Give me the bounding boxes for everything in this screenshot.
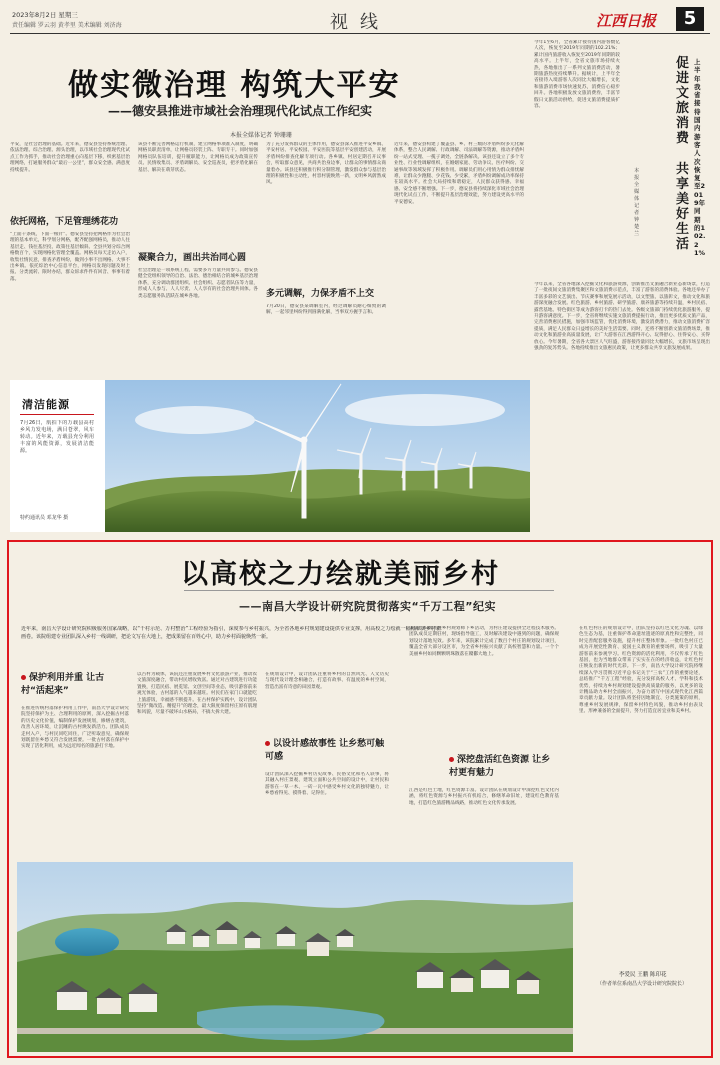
feature-col-3: 设计团队深入挖掘乡村历史故事、民俗文化和名人轶事，将其融入村庄景观、建筑立面和公共空间的设计中，让村民和游客在一草一木、一砖一瓦中感受乡村文化的独特魅力，让乡愁看得见、摸得着、记得住。 — [265, 772, 389, 797]
top-col-1-intro: 平安，是社会治理的基础。近年来，德安县坚持系统治理、依法治理、综合治理、源头治理，以市域社会治理现代化试点工作为抓手，推动社会治理重心向基层下移，织密基层治理网络，打通服务群众“最后一公里”，群众安全感、满意度持续提升。 — [10, 142, 130, 173]
feature-title-rule — [184, 590, 554, 591]
feature-intro: 近年来，南昌大学设计研究院积极服务国家战略，以“千村示范、万村整治”工程经验为指引，深度参与乡村振兴，为全省各地乡村规划建设提供专业支撑，用高校之力绘就一幅幅和美乡村新画卷。该院组建专业团队深入乡村一线调研，把论文写在大地上，把成果留在百姓心中，助力乡村面貌焕然一新。 — [21, 626, 441, 640]
side-article — [534, 38, 710, 530]
side-col-2: 今年以来，全省各地深入挖掘文化和旅游资源，创新推出文旅融合新业态新场景，打造了一批夜间文旅消费集聚区和文旅消费示范点，丰富了游客的消费体验。各地还举办了丰富多彩的文艺演出、节庆赛事和展览展示活动，以文塑旅、以旅彰文，推动文化和旅游深度融合发展。红色旅游、乡村旅游、研学旅游、康养旅游等持续升温，乡村民宿、露营基地、特色街区等成为游客打卡的热门去处。各级文旅部门持续优化旅游服务，提升游客满意度。下一步，全省将继续实施文旅消费提振行动，推出更多优质文旅产品，完善消费惠民措施，加强市场监管，优化消费环境，激发消费潜力，推动文旅消费扩容提质，满足人民群众日益增长的美好生活需要。同时，还将不断创新文旅消费场景，推动文化和旅游业高质量发展，让广大游客在江西游得开心、玩得舒心、住得安心、买得放心。今年暑期，全省各大景区人气旺盛，游客接待量同比大幅增长，文旅市场呈现出强劲的复苏势头。各地持续推出文旅惠民政策，让更多群众共享文旅发展成果。 — [534, 282, 710, 352]
cloud — [135, 406, 255, 434]
section-bullet-icon — [449, 757, 454, 762]
feature-col-4-b: 江西是红色土地，红色资源丰富。设计团队在规划设计中深挖红色文化内涵，将红色资源与乡村振兴有机结合，修缮革命旧址，建设红色教育基地，打造红色旅游精品线路，推动红色文化传承发展。 — [409, 788, 559, 806]
feature-section-2-text: 以设计感故事性 让乡愁可触可感 — [265, 739, 385, 762]
cloud — [345, 394, 505, 426]
feature-section-3 — [449, 754, 559, 780]
photo-box-caption: 7月26日，航拍下的万载县高村乡风力发电场，满目苍翠，风车转动。近年来，万载县充分利用丰富的风能资源，发展清洁能源。 — [20, 420, 94, 454]
top-col-4-body: 近年来，德安县构建了覆盖县、乡、村三级的矛盾纠纷多元化解体系，整合人民调解、行政调解、司法调解等资源，推动矛盾纠纷一站式受理、一揽子调处、全链条解决。该县还设立了多个专业性、行业性调解组织，在婚姻家庭、劳动争议、医疗纠纷、交通事故等领域发挥了积极作用。调解员们用心用情为群众排忧解难，让群众少跑腿、少花钱、少受累，矛盾纠纷调解成功率保持在较高水平。社会大局持续和谐稳定，人民群众获得感、幸福感、安全感不断增强。下一步，德安县将持续深化市域社会治理现代化试点工作，不断提升基层治理效能，努力建设更高水平的平安德安。 — [394, 142, 524, 205]
feature-col-3-top: 在规划设计中，设计团队注重将乡村的自然风光、人文历史与现代设计理念相融合，打造有故事、有温度的乡村空间，营造出富有诗意的田园景观。 — [265, 672, 389, 690]
side-article-title-1: 促进文旅消费 — [676, 56, 690, 146]
side-article-kicker: 上半年我省接待国内游客人次恢复至2019年同期的102.21% — [694, 58, 706, 257]
top-col-2-body-2: 社会治理是一项系统工程，需要多方力量共同参与。德安县健全党组织领导的自治、法治、德治相结合的城乡基层治理体系，充分调动群团组织、社会组织、志愿者队伍等力量，形成人人参与、人人尽责、人人享有的社会治理共同体。各类志愿服务队活跃在城乡各地。 — [138, 268, 258, 299]
feature-section-1-text: 保护利用并重 让古村“活起来” — [21, 673, 105, 696]
top-article — [10, 38, 530, 372]
feature-col-5: 在红色村庄的规划设计中，团队坚持以红色文化为魂、以绿色生态为基，注重保护革命遗址遗迹的原真性和完整性，同时完善配套服务设施，提升村庄整体形象。一批红色村庄已成为开展党性教育、爱国主义教育的重要场所，吸引了大量游客前来参观学习。红色资源的活化利用，不仅传承了红色基因，也为当地群众带来了实实在在的经济收益，让红色村庄焕发出新的时代光彩。下一步，南昌大学设计研究院将继续深入学习贯彻习近平总书记关于“三农”工作的重要论述，总结推广“千万工程”经验，充分发挥高校人才、学科和技术优势，持续为乡村规划建设提供高质量的服务，以更多的设计精品助力乡村全面振兴，为奋力谱写中国式现代化江西篇章贡献力量。设计团队将坚持因地制宜、分类施策的原则，尊重乡村发展规律，保留乡村特色风貌，推动乡村由表及里、形神兼备的全面提升，努力打造宜居宜业和美乡村。 — [579, 626, 703, 715]
section-bullet-icon — [21, 675, 26, 680]
section-bullet-icon — [265, 741, 270, 746]
side-article-title-2: 共享美好生活 — [676, 162, 690, 252]
blue-lake — [55, 928, 119, 956]
feature-section-1 — [21, 672, 121, 698]
page-number: 5 — [676, 7, 704, 31]
feature-article-title: 以高校之力绘就美丽乡村 — [181, 559, 500, 590]
wind-farm-photo — [105, 380, 530, 532]
top-section-1: 依托网格，下足管理绣花功 — [10, 217, 119, 227]
side-article-byline: 本报全媒体记者 钟楚兰 — [634, 168, 640, 237]
header-rule — [10, 33, 710, 34]
feature-byline: 李爱民 王鹏 陈印花 — [619, 972, 667, 978]
header-section: 视线 — [330, 12, 390, 33]
feature-col-1: 在推进传统村落保护利用工作中，南昌大学设计研究院坚持保护为主、合理利用的原则，深入挖掘古村落的历史文化价值，编制保护发展规划，修缮古建筑，改善人居环境，让沉睡的古村焕发新活力。团队成员走村入户，与村民同吃同住，广泛听取意见，确保规划既留住乡愁又符合发展需要。一批古村落在保护中实现了活化利用，成为远近闻名的旅游打卡地。 — [21, 706, 129, 750]
feature-section-2 — [265, 738, 389, 764]
paper-name: 江西日报 — [596, 12, 657, 30]
feature-section-3-text: 深挖盘活红色资源 让乡村更有魅力 — [449, 755, 551, 778]
photo-box — [10, 380, 530, 532]
top-section-3: 多元调解，力保矛盾不上交 — [266, 289, 375, 299]
top-col-1-body: “上面千条线，下面一根针”。德安县坚持把网格作为社会治理的基本单元，科学划分网格，配齐配强网格员，推动人往基层走、钱往基层投、政策往基层倾斜。全县共划分综合网格数百个，实现网格化管理全覆盖。网格员每天走访入户，收集社情民意，排查矛盾纠纷，做到小事不出网格、大事不出乡镇。依托综治中心信息平台，网格员发现问题及时上报、分类流转、限时办结，群众诉求件件有回音、事事有着落。 — [10, 232, 130, 282]
top-article-byline: 本报全媒体记者 钟珊珊 — [230, 132, 292, 139]
photo-box-credit: 特约通讯员 邓龙华 摄 — [20, 515, 69, 521]
top-article-title: 做实微治理 构筑大平安 — [68, 68, 401, 103]
feature-author-source: （作者单位系南昌大学设计研究院院长） — [597, 981, 688, 987]
header-date: 2023年8月2日 星期三 — [12, 11, 78, 19]
feature-col-4: 该院还积极开展乡村规划师下乡活动，为村庄建设提供全过程技术服务。团队成员定期驻村，现场指导施工，及时解决建设中遇到的问题，确保规划设计落地见效。多年来，该院累计完成了数百个村庄的规划设计项目，覆盖全省大部分设区市，为全省乡村振兴贡献了高校智慧和力量。一个个美丽乡村如同颗颗明珠散落在赣鄱大地上。 — [409, 626, 559, 657]
side-col-1: 今年1至6月，全省累计接待国内游客数亿人次，恢复至2019年同期的102.21%；累计国内旅游收入恢复至2019年同期的较高水平。上半年，全省文旅市场持续火热，各地推出了一系列文旅消费活动，暑期旅游热度持续攀升。据统计，上半年全省接待入境游客人次同比大幅增长，文化和旅游消费市场快速复苏，消费信心稳步回升。各地积极发放文旅消费券，丰富节假日文旅活动供给，促进文旅消费提质扩容。 — [534, 40, 620, 110]
village-collage-photo — [17, 862, 573, 1052]
top-article-subtitle: ——德安县推进市域社会治理现代化试点工作纪实 — [108, 104, 373, 118]
top-col-2-body: 该县不断完善网格运行机制，建立网格事项准入制度，明确网格员职责清单，让网格员轻装上阵、专职专干。同时加强网格员队伍培训，提升履职能力，让网格员成为政策宣传员、民情收集员、矛盾调解员、安全巡查员，把矛盾化解在基层、解决在萌芽状态。 — [138, 142, 258, 173]
feature-article — [7, 540, 713, 1058]
top-section-2: 凝聚合力，画出共治同心圆 — [138, 253, 247, 263]
photo-box-label: 清洁能源 — [22, 398, 70, 411]
photo-box-label-rule — [20, 414, 94, 415]
top-col-3-body: 为了充分发挥群众的主体作用，德安县深入推进平安乡镇、平安村居、平安校园、平安医院等基层平安创建活动，开展矛盾纠纷排查化解专项行动。各乡镇、村居定期召开议事会，听取群众意见，共商共治身边事，让群众的事情群众商量着办。该县还积极推行积分制管理，激发群众参与基层治理的积极性和主动性，村容村貌焕然一新，文明乡风蔚然成风。 — [266, 142, 386, 186]
feature-article-subtitle: ——南昌大学设计研究院贯彻落实“千万工程”纪实 — [239, 600, 496, 613]
header-editors: 责任编辑 罗云羽 黄孝里 美术编辑 刘济海 — [12, 22, 122, 29]
photo-box-caption-panel — [10, 380, 105, 532]
feature-col-2: 以古村为载体，该院还注重发展乡村文化旅游产业，推动农文旅深度融合，带动村民增收致富。通过对古建筑进行功能置换，打造民宿、展览馆、文创空间等业态，吸引游客前来观光体验，古村落的人气越来越旺。村民们在家门口就能吃上旅游饭，幸福感不断提升。在古村保护实践中，设计团队坚持“微改造、精提升”的理念，最大限度保留村庄原有肌理和风貌，尽量不破坏山水格局，不搞大拆大建。 — [137, 672, 257, 716]
top-col-3-body-2: 7月20日，德安县某调解室内，经过调解员耐心细致的调解，一起邻里纠纷得到圆满化解，当事双方握手言和。 — [266, 304, 386, 316]
